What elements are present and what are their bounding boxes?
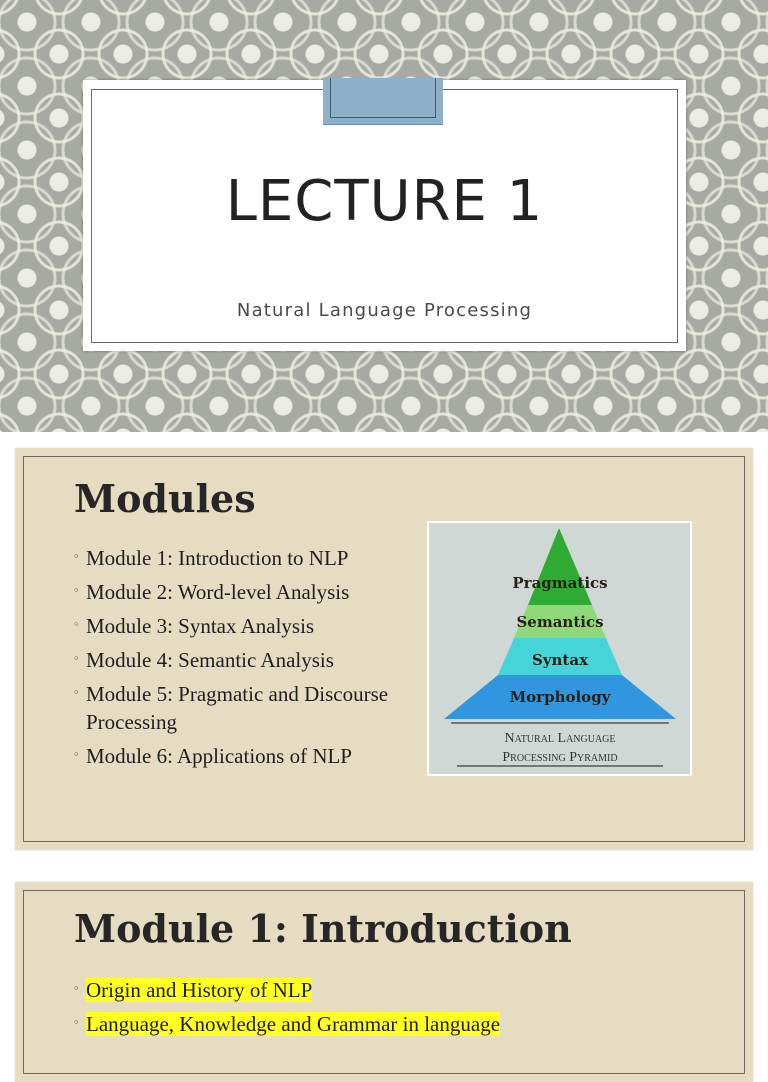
pyramid-caption-line2: Processing Pyramid (502, 750, 618, 765)
pyramid-caption-line1: Natural Language (504, 731, 616, 746)
list-item: ◦ Module 3: Syntax Analysis (73, 614, 315, 638)
list-item (73, 1010, 693, 1038)
bullet-icon: ◦ (73, 748, 80, 761)
title-card (83, 80, 686, 351)
bullet-icon: ◦ (73, 686, 80, 699)
modules-heading: Modules (74, 476, 256, 521)
intro-heading: Module 1: Introduction (74, 906, 572, 951)
bullet-icon: ◦ (73, 618, 80, 631)
bullet-icon: ◦ (73, 982, 80, 995)
intro-list (73, 976, 693, 1044)
bullet-icon: ◦ (73, 584, 80, 597)
bullet-icon: ◦ (73, 550, 80, 563)
pyramid-label-pragmatics: Pragmatics (512, 574, 608, 592)
list-item: ◦ Module 2: Word-level Analysis (73, 580, 350, 604)
list-item: ◦ Module 1: Introduction to NLP (73, 546, 349, 570)
modules-slide (15, 448, 753, 850)
title-tab-decoration (323, 78, 443, 125)
bullet-icon: ◦ (73, 652, 80, 665)
nlp-pyramid-figure (427, 521, 692, 776)
list-item: ◦ Module 4: Semantic Analysis (73, 648, 334, 672)
pyramid-label-syntax: Syntax (531, 651, 589, 669)
highlighted-text: Origin and History of NLP (86, 978, 313, 1002)
intro-slide (15, 882, 753, 1082)
highlighted-text: Language, Knowledge and Grammar in language (86, 1012, 501, 1036)
pyramid-label-semantics: Semantics (516, 613, 604, 631)
pyramid-diagram (429, 523, 690, 774)
list-item (73, 976, 693, 1004)
pyramid-label-morphology: Morphology (509, 688, 611, 706)
title-slide (0, 0, 768, 432)
list-item: ◦ Module 5: Pragmatic and Discourse Processing (73, 682, 389, 734)
modules-list (73, 544, 418, 776)
bullet-icon: ◦ (73, 1016, 80, 1029)
list-item: ◦ Module 6: Applications of NLP (73, 744, 352, 768)
lecture-subtitle: Natural Language Processing (236, 300, 533, 321)
lecture-title: LECTURE 1 (225, 169, 544, 234)
